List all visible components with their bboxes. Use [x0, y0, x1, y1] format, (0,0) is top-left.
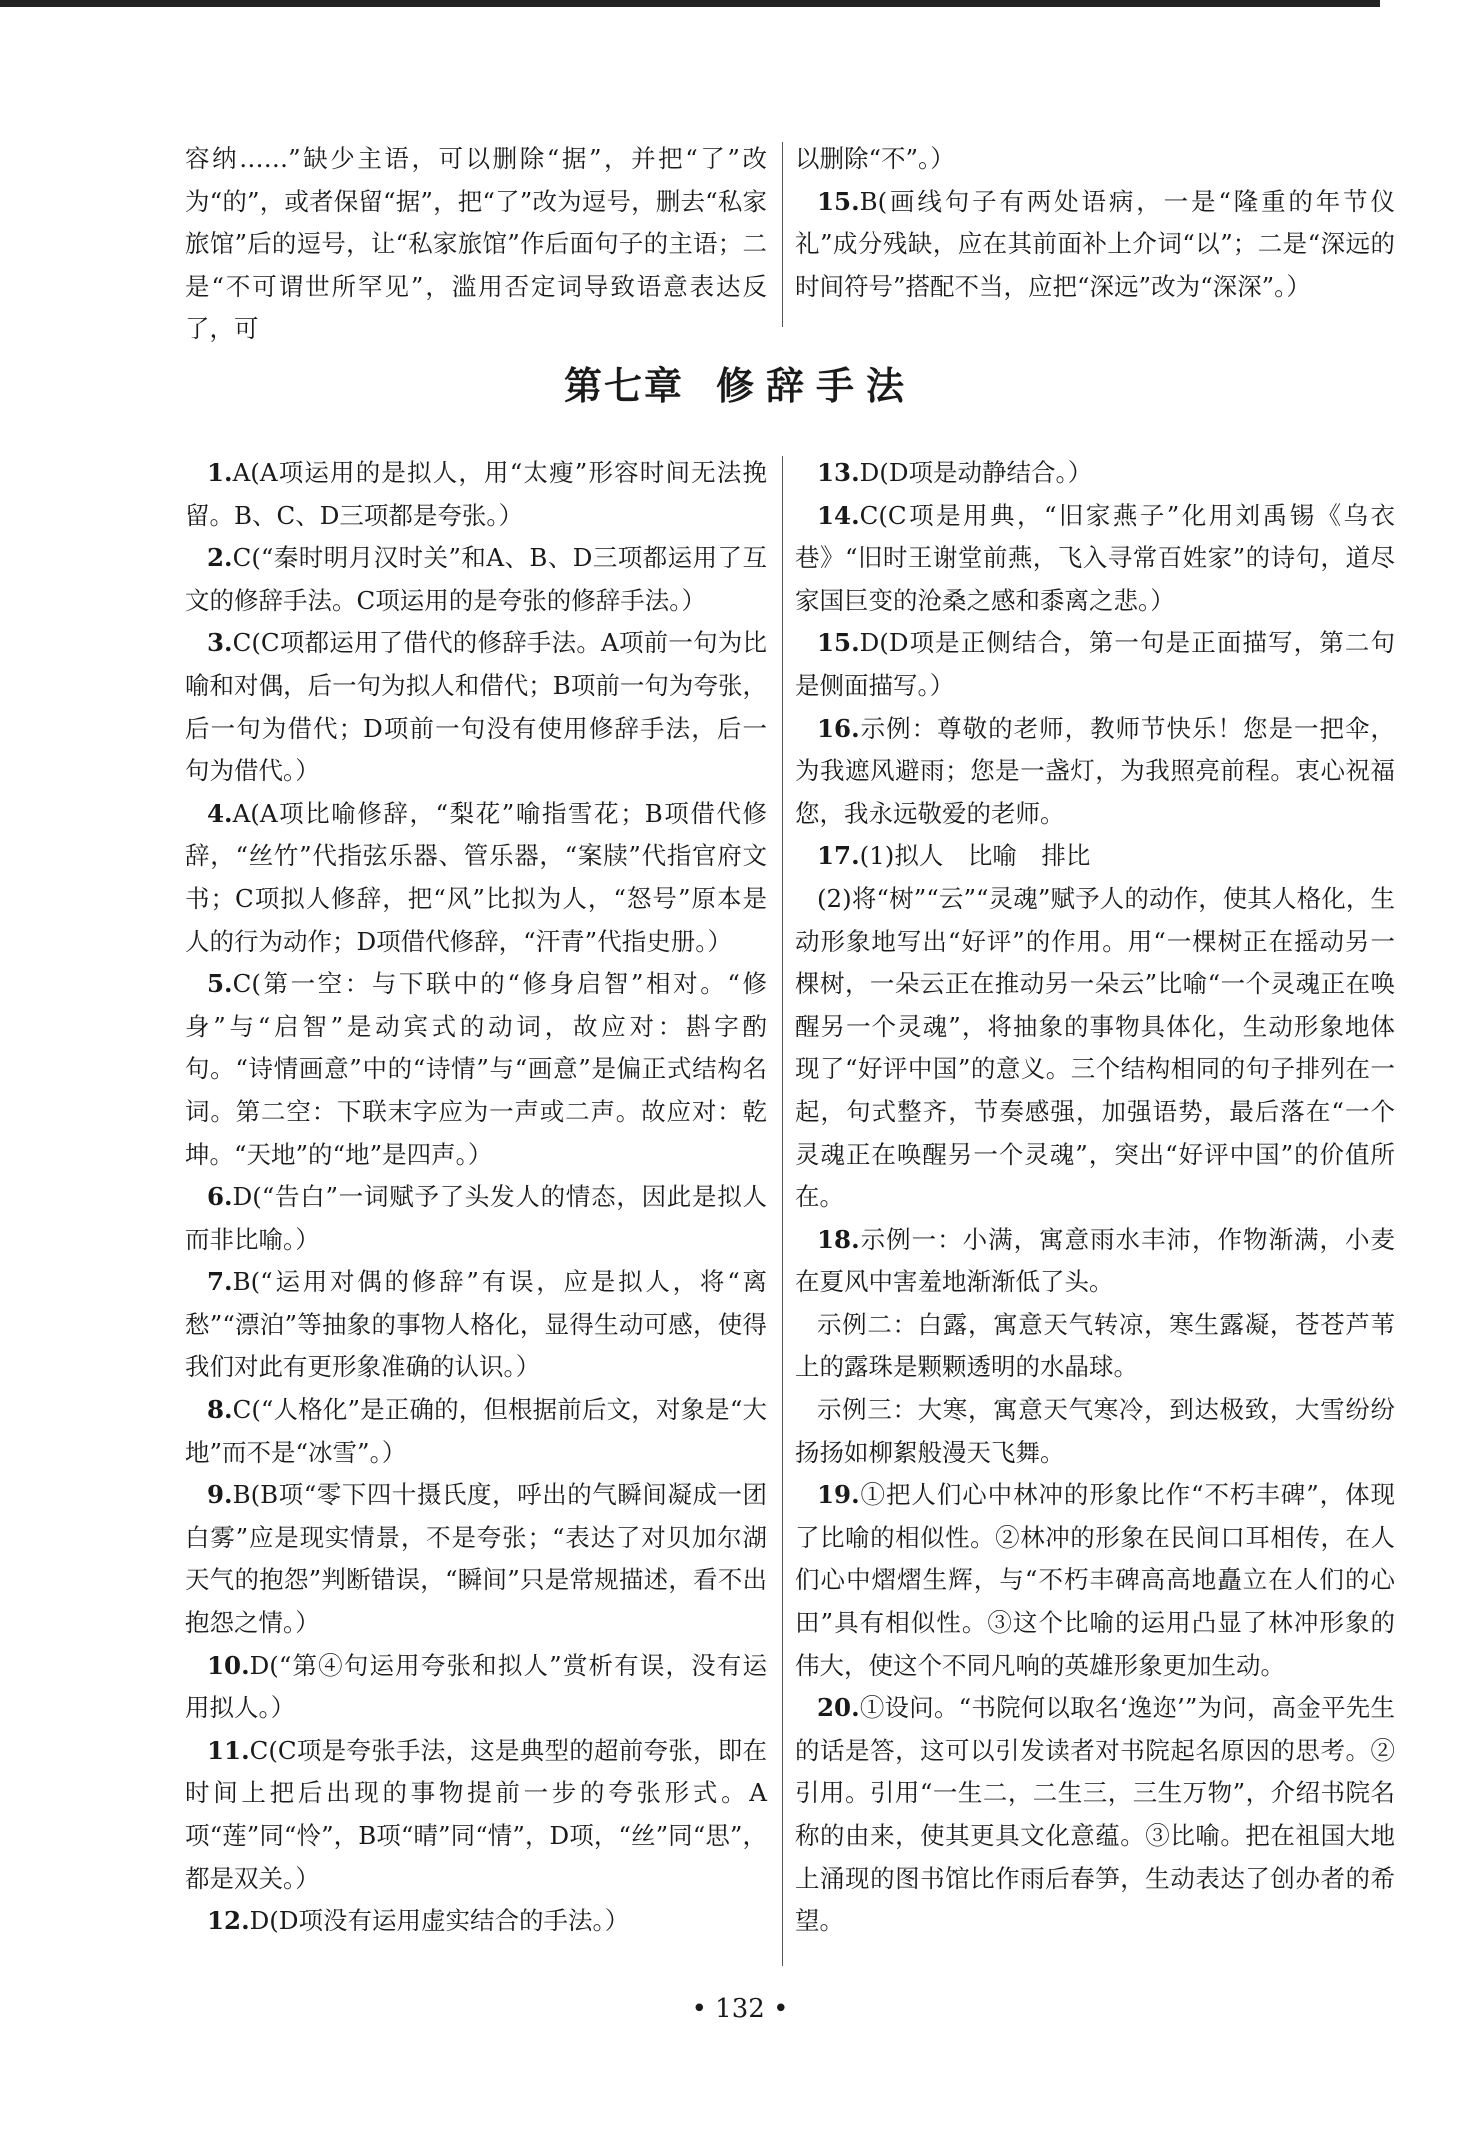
answer-item — [795, 495, 1395, 623]
item-text: (1)拟人 比喻 排比 — [859, 841, 1091, 871]
item-text: ①设问。“书院何以取名‘逸迩’”为问，高金平先生的话是答，这可以引发读者对书院起名原因的思考。②引用。引用“一生二，二生三，三生万物”，介绍书院名称的由来，使其更具文化意蕴。③比喻。把在祖国大地上涌现的图书馆比作雨后春笋，生动表达了创办者的希望。 — [795, 1693, 1395, 1936]
item-number: 15. — [817, 628, 860, 658]
item-text: A(A项运用的是拟人，用“太瘦”形容时间无法挽留。B、C、D三项都是夸张。） — [185, 458, 767, 530]
answer-item — [185, 1474, 767, 1644]
item-number: 7. — [207, 1267, 233, 1297]
answer-item — [185, 537, 767, 622]
answer-item — [795, 452, 1395, 495]
item-text: 示例二：白露，寓意天气转凉，寒生露凝，苍苍芦苇上的露珠是颗颗透明的水晶球。 — [795, 1309, 1395, 1382]
answer-subitem — [795, 878, 1395, 1219]
continuation-right-first: 以删除“不”。） — [795, 144, 955, 173]
item-number: 14. — [817, 500, 860, 530]
answer-item — [185, 1900, 767, 1943]
item-text: 示例：尊敬的老师，教师节快乐！您是一把伞，为我遮风避雨；您是一盏灯，为我照亮前程。衷心祝福您，我永远敬爱的老师。 — [795, 713, 1395, 828]
right-column — [795, 452, 1395, 1943]
item-number: 20. — [817, 1693, 860, 1723]
item-number: 1. — [207, 458, 233, 487]
item-number: 2. — [207, 543, 233, 573]
item-number: 13. — [817, 458, 860, 487]
left-column — [185, 452, 767, 1943]
item-text: C(C项是用典，“旧家燕子”化用刘禹锡《乌衣巷》“旧时王谢堂前燕，飞入寻常百姓家”的诗句，道尽家国巨变的沧桑之感和黍离之悲。） — [795, 500, 1395, 615]
item-number: 9. — [207, 1480, 233, 1510]
continuation-left-text: 容纳……”缺少主语，可以删除“据”，并把“了”改为“的”，或者保留“据”，把“了”改为逗号，删去“私家旅馆”后的逗号，让“私家旅馆”作后面句子的主语；二是“不可谓世所罕见”，滥用否定词导致语意表达反了，可 — [185, 144, 767, 344]
item-text: B(“运用对偶的修辞”有误，应是拟人，将“离愁”“漂泊”等抽象的事物人格化，显得生动可感，使得我们对此有更形象准确的认识。） — [185, 1267, 767, 1382]
item-text: D(“告白”一词赋予了头发人的情态，因此是拟人而非比喻。） — [185, 1182, 767, 1254]
item-number: 19. — [817, 1480, 860, 1510]
item-text: D(D项是动静结合。） — [859, 458, 1093, 487]
item-number: 4. — [207, 798, 233, 828]
item-text: A(A项比喻修辞，“梨花”喻指雪花；B项借代修辞，“丝竹”代指弦乐器、管乐器，“案牍”代指官府文书；C项拟人修辞，把“风”比拟为人，“怒号”原本是人的行为动作；D项借代修辞，“汗青”代指史册。） — [185, 798, 767, 956]
item-text: C(“人格化”是正确的，但根据前后文，对象是“大地”而不是“冰雪”。） — [185, 1395, 767, 1467]
answer-item — [185, 1730, 767, 1900]
answer-subitem — [795, 1304, 1395, 1389]
item-number: 11. — [207, 1735, 250, 1765]
item-number: 10. — [207, 1650, 250, 1680]
answer-item — [795, 1687, 1395, 1943]
answer-item — [185, 793, 767, 963]
item-number: 6. — [207, 1182, 233, 1212]
item-text: C(C项是夸张手法，这是典型的超前夸张，即在时间上把后出现的事物提前一步的夸张形式。A项“莲”同“怜”，B项“晴”同“情”，D项，“丝”同“思”，都是双关。） — [185, 1735, 767, 1893]
chapter-label: 第七章 — [563, 363, 684, 408]
continuation-left — [185, 138, 767, 351]
item-text: C(“秦时明月汉时关”和A、B、D三项都运用了互文的修辞手法。C项运用的是夸张的修辞手法。） — [185, 543, 767, 615]
answer-item — [185, 1261, 767, 1389]
chapter-name: 修辞手法 — [716, 363, 917, 408]
answer-item — [795, 708, 1395, 836]
item-text: B(B项“零下四十摄氏度，呼出的气瞬间凝成一团白雾”应是现实情景，不是夸张；“表达了对贝加尔湖天气的抱怨”判断错误，“瞬间”只是常规描述，看不出抱怨之情。） — [185, 1480, 767, 1638]
item-number: 8. — [207, 1395, 233, 1425]
item-text: (2)将“树”“云”“灵魂”赋予人的动作，使其人格化，生动形象地写出“好评”的作用。用“一棵树正在摇动另一棵树，一朵云正在推动另一朵云”比喻“一个灵魂正在唤醒另一个灵魂”，将抽象的事物具体化，生动形象地体现了“好评中国”的意义。三个结构相同的句子排列在一起，句式整齐，节奏感强，加强语势，最后落在“一个灵魂正在唤醒另一个灵魂”，突出“好评中国”的价值所在。 — [795, 883, 1395, 1212]
item-number: 18. — [817, 1224, 860, 1254]
continuation-right — [795, 138, 1395, 308]
answer-item — [185, 1176, 767, 1261]
answer-item — [795, 622, 1395, 707]
item-number: 17. — [817, 841, 860, 871]
answer-item — [185, 1389, 767, 1474]
answer-item — [185, 1645, 767, 1730]
answer-subitem — [795, 1389, 1395, 1474]
item-number: 12. — [207, 1906, 250, 1936]
item-text: B(画线句子有两处语病，一是“隆重的年节仪礼”成分残缺，应在其前面补上介词“以”；二是“深远的时间符号”搭配不当，应把“深远”改为“深深”。） — [795, 186, 1395, 301]
item-number: 5. — [207, 969, 233, 999]
item-text: D(D项是正侧结合，第一句是正面描写，第二句是侧面描写。） — [795, 628, 1395, 700]
answer-item — [185, 963, 767, 1176]
answer-item — [795, 1219, 1395, 1304]
column-divider-top — [782, 142, 783, 327]
answer-item — [795, 1474, 1395, 1687]
answer-item — [795, 835, 1395, 878]
item-text: D(“第④句运用夸张和拟人”赏析有误，没有运用拟人。） — [185, 1650, 767, 1723]
answer-item — [185, 452, 767, 537]
answer-item — [185, 622, 767, 792]
item-number: 3. — [207, 628, 233, 658]
chapter-title — [0, 355, 1480, 410]
item-text: D(D项没有运用虚实结合的手法。） — [249, 1906, 630, 1936]
item-number: 16. — [817, 713, 860, 743]
item-text: ①把人们心中林冲的形象比作“不朽丰碑”，体现了比喻的相似性。②林冲的形象在民间口耳相传，在人们心中熠熠生辉，与“不朽丰碑高高地矗立在人们的心田”具有相似性。③这个比喻的运用凸显了林冲形象的伟大，使这个不同凡响的英雄形象更加生动。 — [795, 1480, 1395, 1680]
item-text: C(第一空：与下联中的“修身启智”相对。“修身”与“启智”是动宾式的动词，故应对：斟字酌句。“诗情画意”中的“诗情”与“画意”是偏正式结构名词。第二空：下联末字应为一声或二声。故应对：乾坤。“天地”的“地”是四声。） — [185, 969, 767, 1169]
item-text: C(C项都运用了借代的修辞手法。A项前一句为比喻和对偶，后一句为拟人和借代；B项前一句为夸张，后一句为借代；D项前一句没有使用修辞手法，后一句为借代。） — [185, 628, 767, 786]
page-number: • 132 • — [691, 1994, 789, 2024]
item-number: 15. — [817, 186, 860, 216]
item-text: 示例一：小满，寓意雨水丰沛，作物渐满，小麦在夏风中害羞地渐渐低了头。 — [795, 1224, 1395, 1297]
column-divider-main — [782, 456, 783, 1966]
item-text: 示例三：大寒，寓意天气寒冷，到达极致，大雪纷纷扬扬如柳絮般漫天飞舞。 — [795, 1395, 1395, 1467]
continuation-right-item — [795, 181, 1395, 309]
